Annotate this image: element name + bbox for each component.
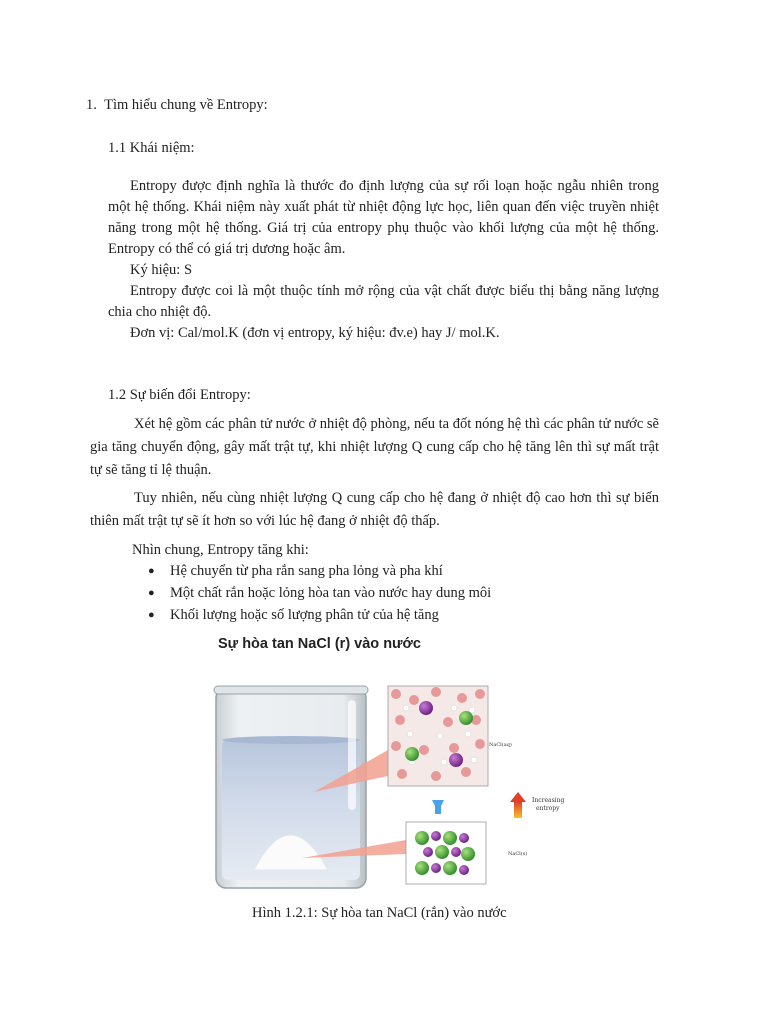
entropy-label: entropy [536,805,560,812]
nacl-aq-label: NaCl(aq) [489,742,512,748]
nacl-s-label: NaCl(s) [508,851,528,857]
temperature-paragraph: Tuy nhiên, nếu cùng nhiệt lượng Q cung cấp cho hệ đang ở nhiệt độ cao hơn thì sự biến thiên mất trật tự sẽ ít hơn so với lúc hệ đang ở nhiệt độ thấp. [90,490,659,529]
section-1-1-body [108,176,659,344]
nacl-s-panel [406,822,527,884]
section-1-1-heading: 1.1 Khái niệm: [108,140,195,156]
section-1-number: 1. [86,97,97,113]
list-item: ● Một chất rắn hoặc lỏng hòa tan vào nước hay dung môi [148,582,491,604]
section-1-2-paragraph-1 [90,413,659,482]
heating-paragraph: Xét hệ gồm các phân tử nước ở nhiệt độ phòng, nếu ta đốt nóng hệ thì các phân tử nước sẽ gia tăng chuyển động, gây mất trật tự, khi nhiệt lượng Q cung cấp cho hệ tăng lên thì sự mất trật tự sẽ tăng tỉ lệ thuận. [90,416,659,478]
figure-title: Sự hòa tan NaCl (r) vào nước [218,636,421,652]
section-1-2-heading: 1.2 Sự biến đổi Entropy: [108,387,251,403]
list-item: ● Hệ chuyển từ pha rắn sang pha lỏng và pha khí [148,560,491,582]
section-1-title: Tìm hiểu chung về Entropy: [104,97,268,113]
list-item: ● Khối lượng hoặc số lượng phân tử của hệ tăng [148,604,491,626]
entropy-arrows [432,792,564,818]
entropy-increase-intro: Nhìn chung, Entropy tăng khi: [132,542,309,558]
unit-line: Đơn vị: Cal/mol.K (đơn vị entropy, ký hiệu: đv.e) hay J/ mol.K. [130,325,500,341]
definition-paragraph: Entropy được định nghĩa là thước đo định lượng của sự rối loạn hoặc ngẫu nhiên trong một hệ thống. Khái niệm này xuất phát từ nhiệt động lực học, liên quan đến việc truyền nhiệt năng trong một hệ thống. Giá trị của entropy phụ thuộc vào khối lượng của một hệ thống. Entropy có thể có giá trị dương hoặc âm. [108,178,659,257]
beaker-illustration [214,686,368,888]
nacl-dissolution-figure [210,680,590,890]
nacl-aq-panel [388,686,512,786]
increasing-label: Increasing [532,797,565,804]
figure-caption: Hình 1.2.1: Sự hòa tan NaCl (rắn) vào nước [252,905,507,921]
symbol-line: Ký hiệu: S [130,262,193,278]
property-paragraph: Entropy được coi là một thuộc tính mở rộng của vật chất được biểu thị bằng năng lượng chia cho nhiệt độ. [108,283,659,320]
entropy-increase-list [148,560,491,626]
section-1-2-paragraph-2 [90,487,659,533]
section-1-heading [86,94,268,116]
